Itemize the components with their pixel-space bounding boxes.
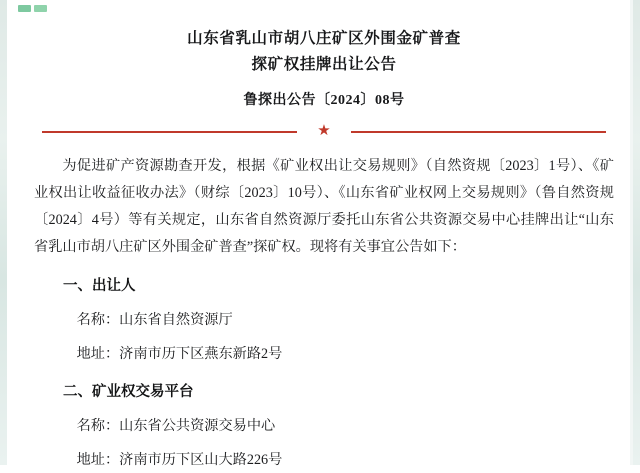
section-2-field-1 — [34, 413, 614, 439]
divider-rule-left — [42, 131, 297, 133]
title-line-2: 探矿权挂牌出让公告 — [251, 56, 397, 73]
decorative-divider — [34, 122, 614, 139]
document-number: 鲁探出公告〔2024〕08号 — [243, 93, 405, 108]
right-page-edge-inner — [630, 0, 633, 465]
document-content — [34, 26, 614, 473]
page-title — [34, 26, 614, 78]
section-1-field-1-label: 名称： — [76, 312, 120, 328]
tab-marker-1[interactable] — [18, 5, 31, 12]
star-icon: ★ — [317, 122, 331, 139]
title-line-1: 山东省乳山市胡八庄矿区外围金矿普查 — [187, 30, 461, 47]
intro-paragraph: 为促进矿产资源勘查开发，根据《矿业权出让交易规则》（自然资规〔2023〕1号）、《矿业权出让收益征收办法》（财综〔2023〕10号）、《山东省矿业权网上交易规则》（鲁自然资规〔2024〕4号）等有关规定，山东省自然资源厅委托山东省公共资源交易中心挂牌出让“山东省乳山市胡八庄矿区外围金矿普查”探矿权。现将有关事宜公告如下： — [34, 158, 614, 255]
section-2-field-2 — [34, 447, 614, 473]
left-page-edge — [0, 0, 7, 465]
section-1-field-2-label: 地址： — [76, 346, 120, 362]
section-2-field-2-label: 地址： — [76, 452, 120, 468]
section-2-field-2-value: 济南市历下区山大路226号 — [119, 452, 283, 468]
section-2-field-1-value: 山东省公共资源交易中心 — [119, 418, 276, 434]
section-1-field-1-value: 山东省自然资源厅 — [119, 312, 233, 328]
section-1-field-1 — [34, 307, 614, 333]
section-1-field-2 — [34, 341, 614, 367]
divider-rule-right — [351, 131, 606, 133]
tab-marker-2[interactable] — [34, 5, 47, 12]
section-heading-1: 一、出让人 — [63, 278, 136, 294]
section-2-field-1-label: 名称： — [76, 418, 120, 434]
section-1-field-2-value: 济南市历下区燕东新路2号 — [119, 346, 283, 362]
right-page-edge — [633, 0, 640, 465]
section-heading-2: 二、矿业权交易平台 — [63, 384, 194, 400]
tab-strip — [18, 5, 47, 12]
